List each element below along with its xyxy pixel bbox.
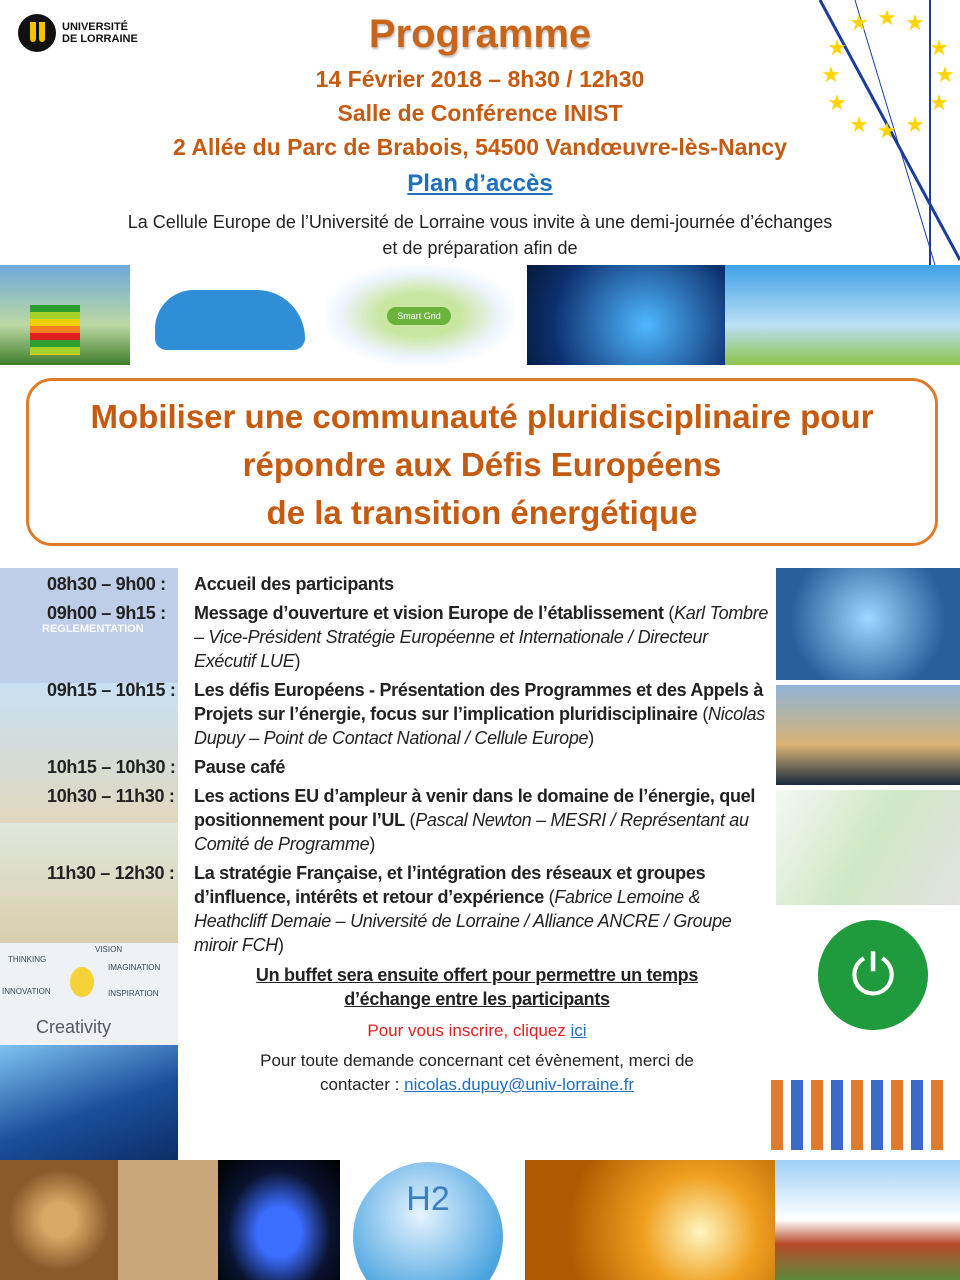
schedule-time: 08h30 – 9h00 :: [47, 574, 166, 594]
schedule-title: Les défis Européens - Présentation des Programmes et des Appels à Projets sur l’énergie, focus sur l’implication pluridisciplinaire: [194, 680, 764, 724]
car-icon: [155, 290, 305, 350]
hydrogen-car-image: [150, 265, 310, 365]
schedule-item: [47, 678, 774, 750]
creativity-label: Creativity: [36, 1017, 112, 1037]
schedule-item: [47, 861, 774, 957]
schedule-speaker: Karl Tombre – Vice-Président Stratégie Européenne et Internationale / Directeur Exécutif LUE: [194, 603, 769, 671]
schedule-time: 09h00 – 9h15 :: [47, 603, 166, 623]
h2-label: H2: [353, 1162, 503, 1280]
smart-grid-image: [325, 265, 515, 365]
people-carrying-windmill-image: [766, 1040, 956, 1155]
schedule-time: 10h15 – 10h30 :: [47, 757, 176, 777]
headline-box: [26, 378, 938, 546]
schedule-description: Les actions EU d’ampleur à venir dans le domaine de l’énergie, quel positionnement pour l’UL (Pascal Newton – MESRI / Représentant au Comité de Programme): [194, 786, 756, 854]
schedule-title: La stratégie Française, et l’intégration des réseaux et groupes d’influence, intérêts et retour d’expérience: [194, 863, 706, 907]
svg-text:★: ★: [821, 62, 841, 87]
svg-text:★: ★: [849, 112, 869, 137]
page-title: Programme: [368, 12, 592, 56]
light-bulbs-image: [525, 1160, 775, 1280]
headline-line2: répondre aux Défis Européens: [242, 446, 722, 483]
headline-line3: de la transition énergétique: [266, 494, 698, 531]
schedule-description: [194, 572, 774, 596]
schedule-description: [194, 755, 774, 779]
logo-line1: UNIVERSITÉ: [62, 21, 129, 33]
schedule-item: [47, 784, 774, 856]
network-globe-image: [527, 265, 725, 365]
programme-column: [47, 572, 774, 1097]
register-link[interactable]: ici: [570, 1021, 587, 1040]
schedule-title: Les actions EU d’ampleur à venir dans le domaine de l’énergie, quel positionnement pour l’UL: [194, 786, 756, 830]
schedule-time: 09h15 – 10h15 :: [47, 680, 176, 700]
invite-line1: La Cellule Europe de l’Université de Lorraine vous invite à une demi-journée d’échanges: [127, 212, 833, 232]
schedule-time: 11h30 – 12h30 :: [47, 863, 175, 883]
contact-line1: Pour toute demande concernant cet évènement, merci de: [260, 1051, 694, 1070]
event-date: 14 Février 2018 – 8h30 / 12h30: [315, 66, 645, 92]
svg-text:★: ★: [929, 35, 949, 60]
logo-line2: DE LORRAINE: [62, 33, 138, 45]
thinking-label: THINKING: [8, 955, 47, 964]
svg-text:★: ★: [929, 90, 949, 115]
svg-text:★: ★: [827, 35, 847, 60]
map-link[interactable]: Plan d’accès: [407, 170, 553, 197]
schedule-speaker: Pascal Newton – MESRI / Représentant au Comité de Programme: [194, 810, 749, 854]
wood-pellets-image: [118, 1160, 218, 1280]
wood-logs-image: [0, 1160, 118, 1280]
svg-text:★: ★: [905, 10, 925, 35]
cooling-towers-image: [776, 685, 960, 785]
contact-prefix: contacter :: [320, 1075, 405, 1094]
reglementation-label: REGLEMENTATION: [42, 623, 144, 635]
svg-text:★: ★: [849, 10, 869, 35]
buffet-line2: d’échange entre les participants: [344, 989, 610, 1009]
schedule-title: Accueil des participants: [194, 574, 394, 594]
svg-text:★: ★: [905, 112, 925, 137]
inspiration-label: INSPIRATION: [108, 989, 159, 998]
headline-line1: Mobiliser une communauté pluridisciplinaire pour: [90, 398, 874, 435]
eu-flag-stars-icon: [815, 0, 960, 265]
register-text: [178, 1019, 776, 1043]
solar-house-image: [775, 1160, 960, 1280]
schedule-description: Les défis Européens - Présentation des Programmes et des Appels à Projets sur l’énergie, focus sur l’implication pluridisciplinaire (Nicolas Dupuy – Point de Contact National / Cellule Europe): [194, 680, 765, 748]
calculator-chart-image: [776, 790, 960, 905]
schedule-item: [47, 601, 774, 673]
buffet-line1: Un buffet sera ensuite offert pour permettre un temps: [255, 965, 699, 985]
gas-flame-image: [218, 1160, 340, 1280]
register-label: Pour vous inscrire, cliquez: [367, 1021, 571, 1040]
svg-text:★: ★: [935, 62, 955, 87]
contact-line2: [178, 1073, 776, 1097]
schedule-title: Pause café: [194, 757, 286, 777]
invite-line2: et de préparation afin de: [382, 238, 578, 258]
green-plug-icon: ⏻: [818, 920, 928, 1030]
schedule-item: [47, 755, 774, 779]
schedule-list: [47, 572, 774, 957]
svg-text:★: ★: [827, 90, 847, 115]
event-venue: Salle de Conférence INIST: [337, 100, 623, 126]
energy-label-icon: [30, 305, 80, 355]
schedule-description: La stratégie Française, et l’intégration des réseaux et groupes d’influence, intérêts et retour d’expérience (Fabrice Lemoine & Heathcliff Demaie – Université de Lorraine / Alliance ANCRE / Groupe miroir FCH): [194, 863, 732, 955]
schedule-speaker: Fabrice Lemoine & Heathcliff Demaie – Université de Lorraine / Alliance ANCRE / Groupe miroir FCH: [194, 887, 732, 955]
svg-text:★: ★: [877, 118, 897, 143]
schedule-item: [47, 572, 774, 596]
schedule-speaker: Nicolas Dupuy – Point de Contact National / Cellule Europe: [194, 704, 765, 748]
energy-icons-city-image: [776, 568, 960, 680]
innovation-label: INNOVATION: [2, 987, 51, 996]
schedule-title: Message d’ouverture et vision Europe de l’établissement: [194, 603, 664, 623]
imagination-label: IMAGINATION: [108, 963, 161, 972]
green-city-image: [725, 265, 960, 365]
svg-text:★: ★: [877, 5, 897, 30]
event-address: 2 Allée du Parc de Brabois, 54500 Vandœuvre-lès-Nancy: [172, 134, 787, 160]
energy-house-image: [0, 265, 130, 365]
hydrogen-sphere-image: [345, 1160, 510, 1280]
schedule-time: 10h30 – 11h30 :: [47, 786, 175, 806]
smart-grid-label: Smart Grid: [387, 307, 451, 325]
vision-label: VISION: [95, 945, 123, 954]
people-icon: [771, 1080, 951, 1150]
schedule-description: Message d’ouverture et vision Europe de l’établissement (Karl Tombre – Vice-Président Stratégie Européenne et Internationale / Directeur Exécutif LUE): [194, 603, 769, 671]
contact-email-link[interactable]: nicolas.dupuy@univ-lorraine.fr: [404, 1075, 634, 1094]
